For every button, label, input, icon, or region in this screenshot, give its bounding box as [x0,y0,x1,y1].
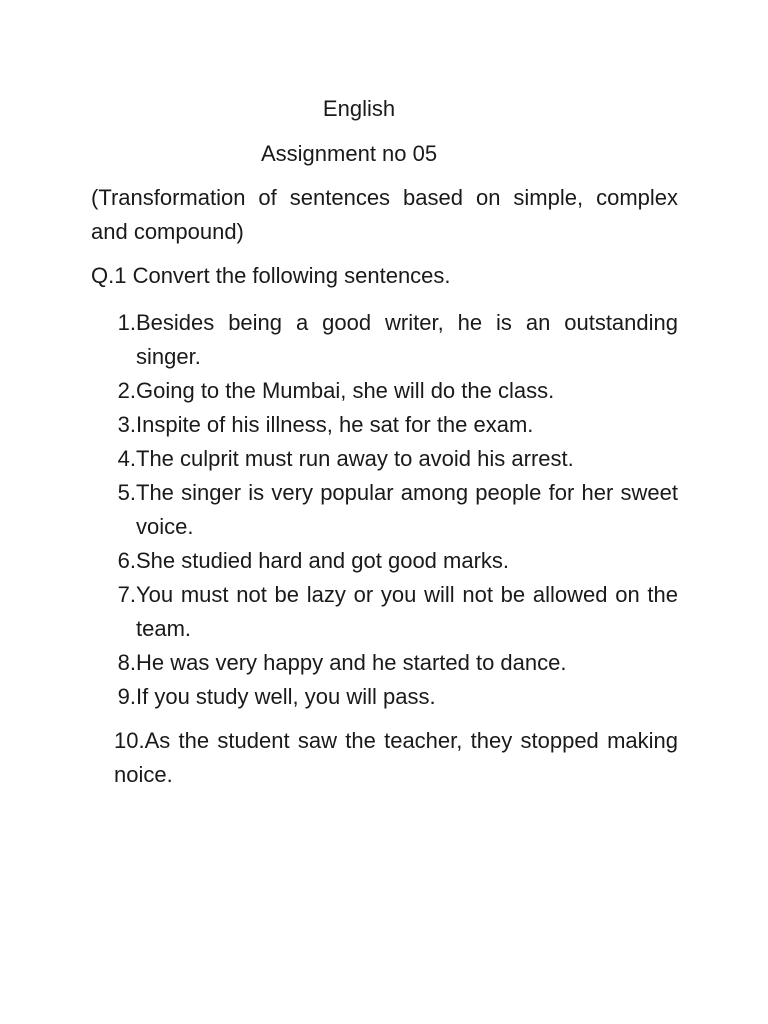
assignment-subtitle: Assignment no 05 [261,141,438,166]
item-number: 4. [117,446,136,471]
item-text: Inspite of his illness, he sat for the exam. [136,412,534,437]
document-title: English [322,96,396,121]
item-number: 7. [117,582,136,607]
list-item [112,544,678,578]
list-item [112,578,678,646]
item-text: He was very happy and he started to dance. [136,650,567,675]
sentence-list [0,306,678,714]
list-item [112,306,678,374]
item-text: The culprit must run away to avoid his arrest. [136,446,574,471]
list-item [112,646,678,680]
list-item [112,374,678,408]
item-number: 2. [117,378,136,403]
item-text: If you study well, you will pass. [136,684,436,709]
item-text: The singer is very popular among people for her sweet voice. [136,480,678,539]
item-text: You must not be lazy or you will not be allowed on the team. [136,582,678,641]
item-text: Besides being a good writer, he is an outstanding singer. [136,310,678,369]
item-number: 1. [117,310,136,335]
item-number: 5. [117,480,136,505]
item-number: 8. [117,650,136,675]
list-item [112,442,678,476]
item-number: 3. [117,412,136,437]
item-text: She studied hard and got good marks. [136,548,510,573]
item-text: Going to the Mumbai, she will do the class. [136,378,555,403]
assignment-intro: (Transformation of sentences based on simple, complex and compound) [91,185,678,244]
question-heading: Q.1 Convert the following sentences. [91,263,451,288]
item-number: 6. [117,548,136,573]
item-number: 9. [117,684,136,709]
list-item [112,408,678,442]
list-item [112,680,678,714]
list-item [112,476,678,544]
list-item-10: 10.As the student saw the teacher, they stopped making noice. [114,728,678,787]
